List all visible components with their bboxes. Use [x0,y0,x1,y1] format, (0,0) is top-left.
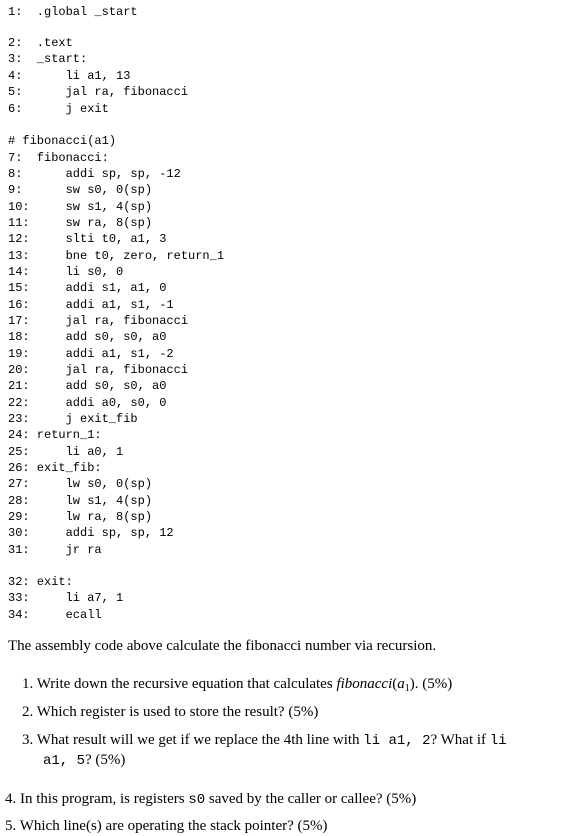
code-line: 7: fibonacci: [8,151,109,165]
question-1 [22,674,452,699]
code-line: 34: ecall [8,608,102,622]
code-line: 5: jal ra, fibonacci [8,85,189,99]
math-function-name: fibonacci [336,676,393,692]
code-line: 12: slti t0, a1, 3 [8,232,167,246]
question-number: 5. [5,818,17,834]
math-paren: ( [392,676,398,692]
math-argument: a [397,676,405,692]
question-text: saved by the caller or callee? (5%) [205,791,417,807]
question-text: In this program, is registers [20,791,189,807]
code-line: 30: addi sp, sp, 12 [8,526,174,540]
code-line: 27: lw s0, 0(sp) [8,477,153,491]
question-text: ? What if [430,732,490,748]
inline-code: li a1, 2 [363,733,431,749]
question-2 [22,702,318,722]
math-subscript: 1 [404,683,410,694]
inline-code: s0 [188,792,206,808]
question-number: 2. [22,704,34,720]
code-line: 21: add s0, s0, a0 [8,379,167,393]
code-line: 11: sw ra, 8(sp) [8,216,153,230]
code-line: 29: lw ra, 8(sp) [8,510,153,524]
question-number: 1. [22,676,34,692]
code-line: 19: addi a1, s1, -2 [8,347,174,361]
code-line: 26: exit_fib: [8,461,102,475]
inline-code: li [489,733,507,749]
question-number: 3. [22,732,34,748]
code-line: 17: jal ra, fibonacci [8,314,189,328]
code-line: 2: .text [8,36,73,50]
code-line: 24: return_1: [8,428,102,442]
code-line: 25: li a0, 1 [8,445,124,459]
code-line: 13: bne t0, zero, return_1 [8,249,225,263]
inline-code: a1, 5 [43,753,86,769]
question-text: ? (5%) [85,752,126,768]
question-3-continued [43,750,125,771]
math-paren: ) [409,676,415,692]
code-line: 3: _start: [8,52,88,66]
code-line: 22: addi a0, s0, 0 [8,396,167,410]
code-line: 4: li a1, 13 [8,69,131,83]
question-text: Write down the recursive equation that calculates [36,676,337,692]
code-line: 23: j exit_fib [8,412,138,426]
code-line: 31: jr ra [8,543,102,557]
code-line: 1: .global _start [8,5,138,19]
code-line: 16: addi a1, s1, -1 [8,298,174,312]
code-line: 8: addi sp, sp, -12 [8,167,181,181]
question-text: What result will we get if we replace the 4th line with [36,732,364,748]
code-line: 33: li a7, 1 [8,591,124,605]
question-number: 4. [5,791,17,807]
question-5 [5,816,328,836]
code-line: 18: add s0, s0, a0 [8,330,167,344]
code-line: 14: li s0, 0 [8,265,124,279]
question-text: . (5%) [414,676,453,692]
code-line: 9: sw s0, 0(sp) [8,183,153,197]
question-text: Which register is used to store the result? (5%) [36,704,319,720]
intro-text: The assembly code above calculate the fibonacci number via recursion. [8,638,437,654]
code-line: 15: addi s1, a1, 0 [8,281,167,295]
question-text: Which line(s) are operating the stack pointer? (5%) [19,818,328,834]
code-comment: # fibonacci(a1) [8,134,117,148]
code-line: 32: exit: [8,575,73,589]
question-3 [22,730,507,751]
question-4 [5,789,416,810]
code-line: 10: sw s1, 4(sp) [8,200,153,214]
code-line: 20: jal ra, fibonacci [8,363,189,377]
code-line: 6: j exit [8,102,109,116]
code-line: 28: lw s1, 4(sp) [8,494,153,508]
